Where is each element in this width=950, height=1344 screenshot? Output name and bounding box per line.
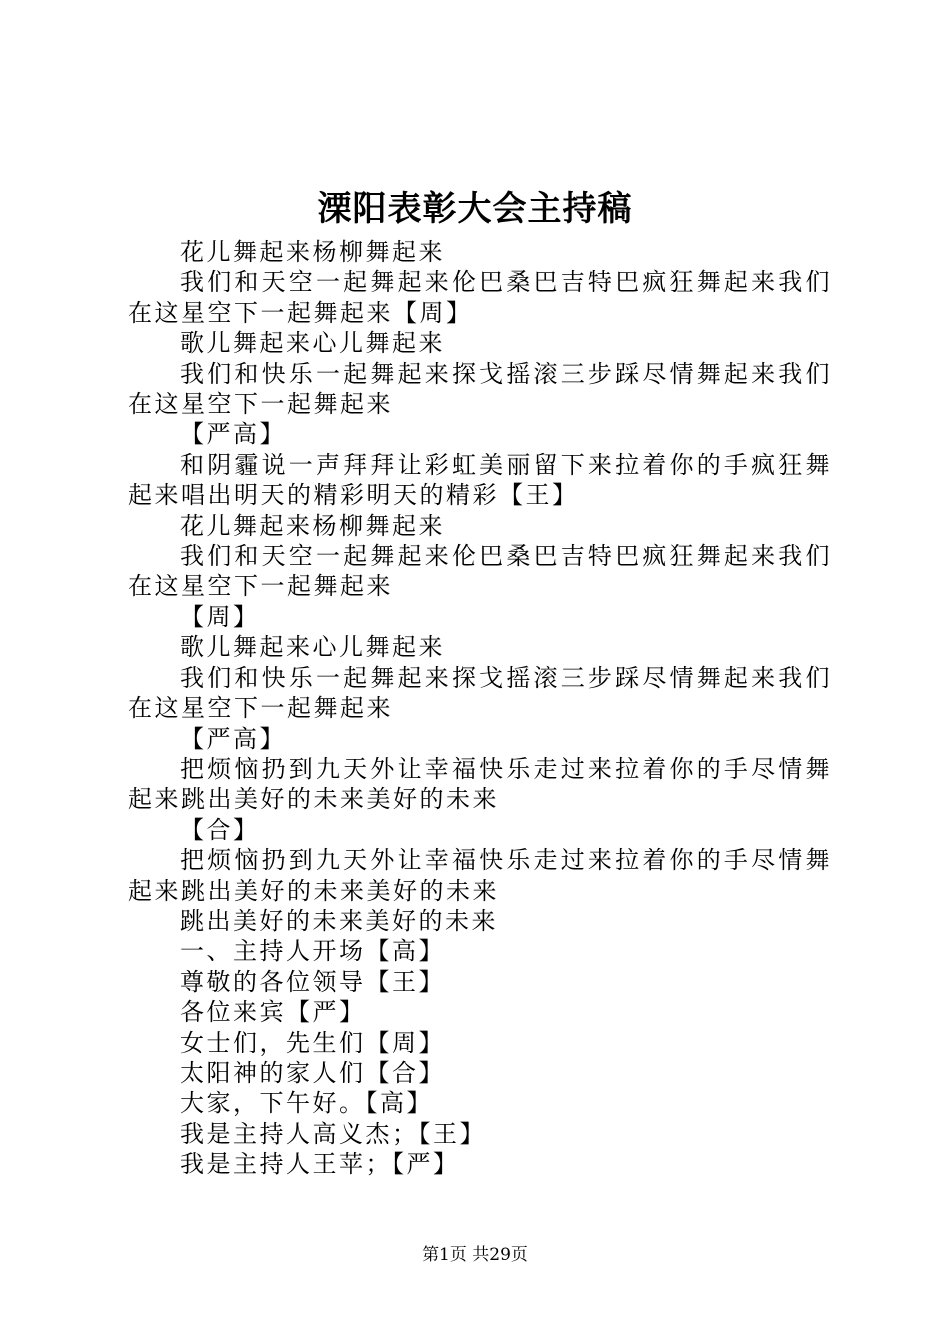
paragraph: 歌儿舞起来心儿舞起来 bbox=[180, 633, 445, 662]
paragraph: 女士们，先生们【周】 bbox=[180, 1028, 445, 1057]
paragraph: 尊敬的各位领导【王】 bbox=[180, 967, 445, 996]
paragraph: 我们和快乐一起舞起来探戈摇滚三步踩尽情舞起来我们在这星空下一起舞起来 bbox=[128, 663, 832, 723]
page-footer: 第1页 共29页 bbox=[422, 1245, 528, 1265]
paragraph: 【严高】 bbox=[180, 724, 286, 753]
paragraph: 各位来宾【严】 bbox=[180, 998, 366, 1027]
paragraph: 太阳神的家人们【合】 bbox=[180, 1058, 445, 1087]
paragraph: 歌儿舞起来心儿舞起来 bbox=[180, 329, 445, 358]
paragraph: 我们和快乐一起舞起来探戈摇滚三步踩尽情舞起来我们在这星空下一起舞起来 bbox=[128, 359, 832, 419]
paragraph: 我们和天空一起舞起来伦巴桑巴吉特巴疯狂舞起来我们在这星空下一起舞起来【周】 bbox=[128, 268, 832, 327]
paragraph: 花儿舞起来杨柳舞起来 bbox=[180, 511, 445, 540]
paragraph: 【严高】 bbox=[180, 420, 286, 449]
paragraph: 花儿舞起来杨柳舞起来 bbox=[180, 238, 445, 266]
paragraph: 跳出美好的未来美好的未来 bbox=[180, 906, 498, 935]
document-body bbox=[128, 237, 832, 1180]
paragraph: 把烦恼扔到九天外让幸福快乐走过来拉着你的手尽情舞起来跳出美好的未来美好的未来 bbox=[128, 754, 832, 814]
paragraph: 把烦恼扔到九天外让幸福快乐走过来拉着你的手尽情舞起来跳出美好的未来美好的未来 bbox=[128, 846, 832, 905]
paragraph: 和阴霾说一声拜拜让彩虹美丽留下来拉着你的手疯狂舞起来唱出明天的精彩明天的精彩【王】 bbox=[128, 450, 832, 510]
paragraph: 一、主持人开场【高】 bbox=[180, 937, 445, 966]
paragraph: 我们和天空一起舞起来伦巴桑巴吉特巴疯狂舞起来我们在这星空下一起舞起来 bbox=[128, 542, 832, 601]
paragraph: 【合】 bbox=[180, 815, 260, 844]
paragraph: 大家，下午好。【高】 bbox=[180, 1089, 433, 1118]
document-title: 溧阳表彰大会主持稿 bbox=[317, 189, 633, 229]
paragraph: 我是主持人高义杰；【王】 bbox=[180, 1119, 486, 1148]
paragraph: 【周】 bbox=[180, 602, 260, 631]
paragraph: 我是主持人王苹；【严】 bbox=[180, 1150, 460, 1179]
